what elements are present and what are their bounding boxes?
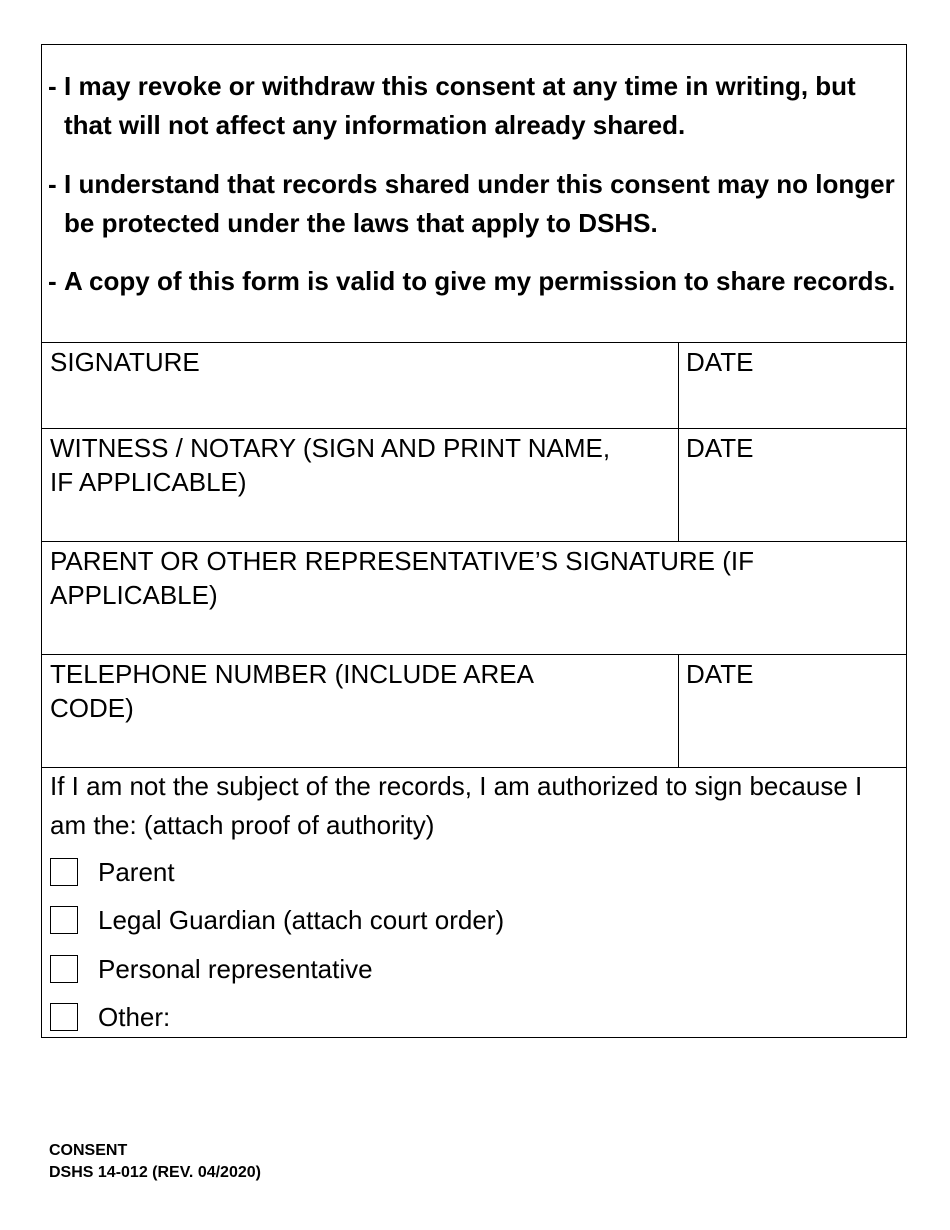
parent-checkbox[interactable] xyxy=(50,858,78,886)
other-checkbox[interactable] xyxy=(50,1003,78,1031)
option-label: Personal representative xyxy=(98,954,373,984)
consent-terms xyxy=(42,45,906,343)
signature-field[interactable]: SIGNATURE xyxy=(50,347,200,377)
representative-signature-field[interactable]: PARENT OR OTHER REPRESENTATIVE’S SIGNATURE (IF APPLICABLE) xyxy=(50,546,755,610)
term-copy-valid xyxy=(48,262,898,301)
option-personal-representative[interactable] xyxy=(50,952,373,986)
personal-representative-checkbox[interactable] xyxy=(50,955,78,983)
signature-date-field[interactable]: DATE xyxy=(686,347,754,377)
form-name: CONSENT xyxy=(49,1142,128,1159)
option-label: Other: xyxy=(98,1002,171,1032)
term-text: I may revoke or withdraw this consent at any time in writing, but that will not affect any information already shared. xyxy=(64,71,856,140)
term-text: A copy of this form is valid to give my permission to share records. xyxy=(64,266,896,296)
consent-form-box xyxy=(41,44,907,1038)
divider xyxy=(42,428,906,429)
option-legal-guardian[interactable] xyxy=(50,903,504,937)
divider xyxy=(42,541,906,542)
term-dash: - xyxy=(48,266,57,296)
divider xyxy=(42,342,906,343)
term-revoke xyxy=(48,67,898,145)
date-column-divider xyxy=(678,654,679,767)
term-dash: - xyxy=(48,71,57,101)
telephone-number-field[interactable]: TELEPHONE NUMBER (INCLUDE AREA CODE) xyxy=(50,659,534,723)
term-text: I understand that records shared under this consent may no longer be protected under the laws that apply to DSHS. xyxy=(64,169,895,238)
form-number: DSHS 14-012 (REV. 04/2020) xyxy=(49,1164,261,1181)
term-protection xyxy=(48,165,898,243)
witness-notary-field[interactable]: WITNESS / NOTARY (SIGN AND PRINT NAME, IF APPLICABLE) xyxy=(50,433,611,497)
option-label: Parent xyxy=(98,857,175,887)
term-dash: - xyxy=(48,169,57,199)
option-label: Legal Guardian (attach court order) xyxy=(98,905,505,935)
telephone-date-field[interactable]: DATE xyxy=(686,659,754,689)
divider xyxy=(42,654,906,655)
form-footer xyxy=(49,1140,261,1184)
date-column-divider xyxy=(678,342,679,541)
authority-statement: If I am not the subject of the records, I am authorized to sign because I am the: (attach proof of authority) xyxy=(50,771,863,840)
legal-guardian-checkbox[interactable] xyxy=(50,906,78,934)
option-other[interactable] xyxy=(50,1000,170,1034)
option-parent[interactable] xyxy=(50,855,175,889)
witness-date-field[interactable]: DATE xyxy=(686,433,754,463)
